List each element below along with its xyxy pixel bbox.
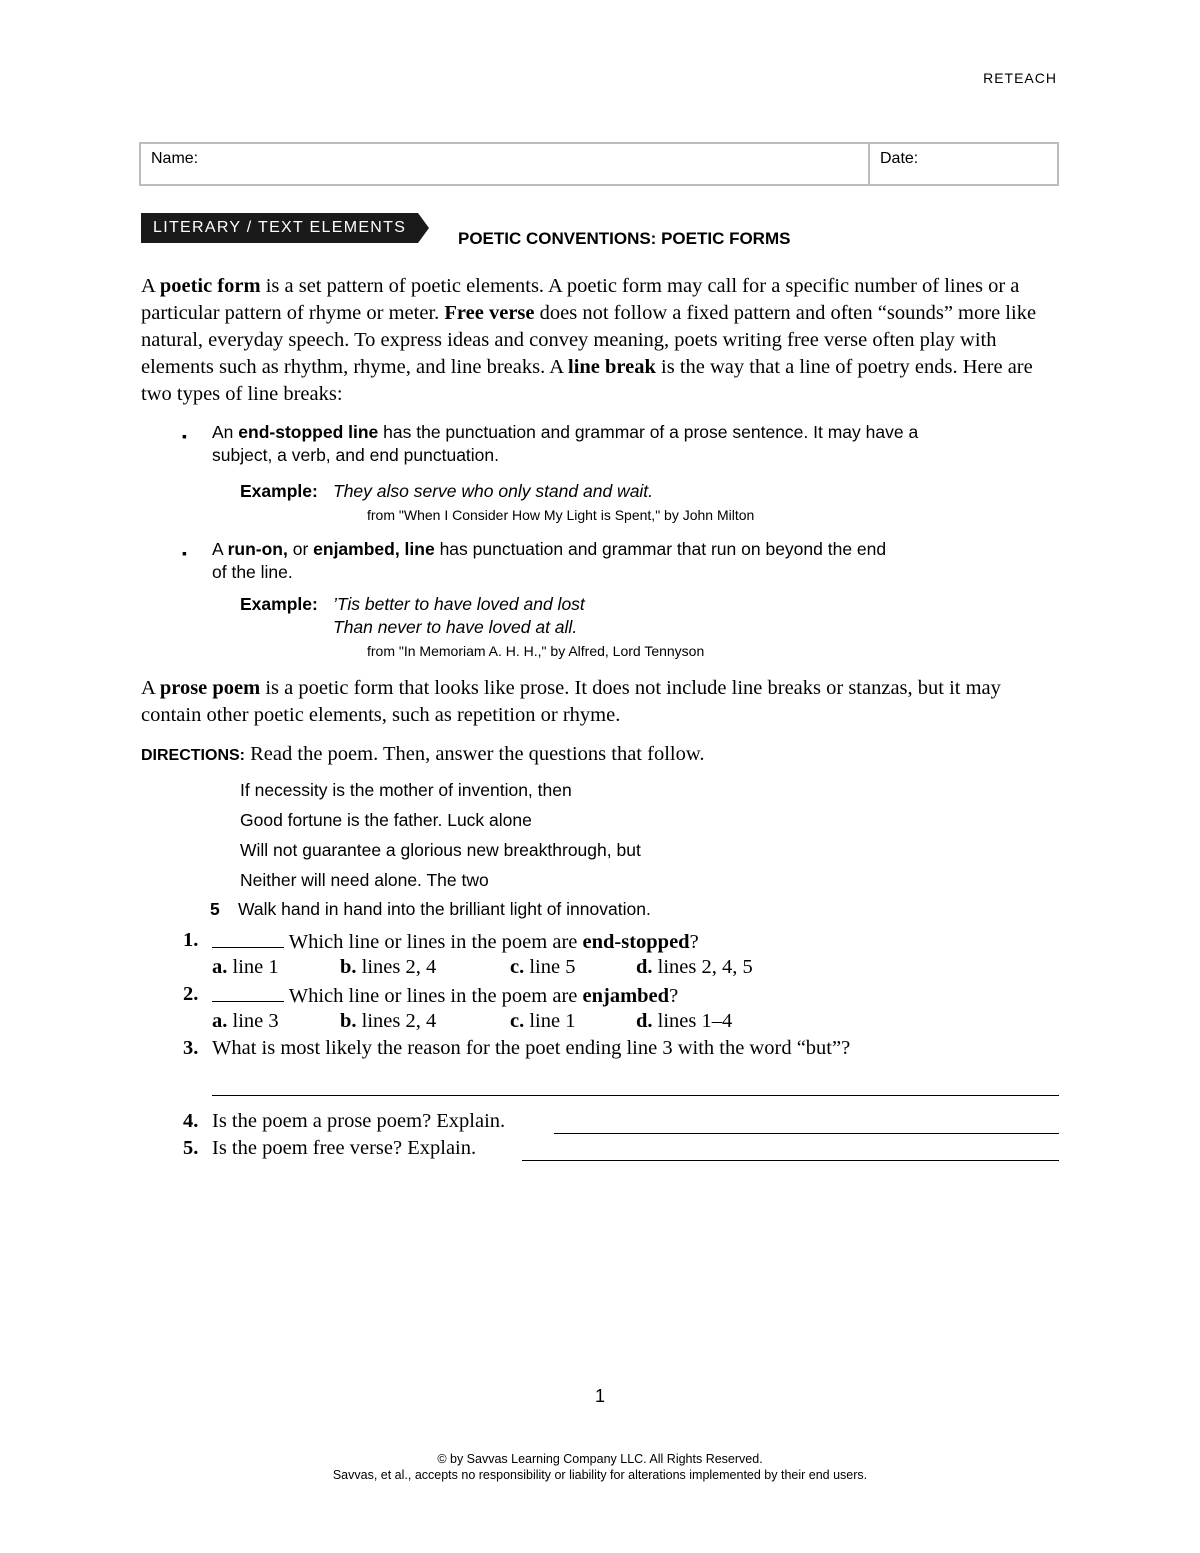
poem-line: Will not guarantee a glorious new breakthrough, but — [240, 840, 641, 860]
name-label: Name: — [151, 150, 199, 167]
example-line: ’Tis better to have loved and lost — [333, 594, 585, 614]
option-letter: b. — [340, 1010, 357, 1032]
name-date-box — [139, 142, 1059, 186]
option-letter: c. — [510, 956, 525, 978]
option[interactable] — [636, 1010, 732, 1033]
question-text: Which line or lines in the poem are — [284, 931, 583, 953]
question-4-text: Is the poem a prose poem? Explain. — [212, 1110, 506, 1132]
date-label: Date: — [880, 150, 919, 167]
poem-line: Walk hand in hand into the brilliant light of innovation. — [238, 899, 651, 919]
intro-text: A — [141, 275, 160, 297]
question-number: 1. — [183, 929, 199, 951]
option-letter: d. — [636, 1010, 653, 1032]
copyright: © by Savvas Learning Company LLC. All Rights Reserved. — [437, 1452, 763, 1466]
option[interactable] — [340, 1010, 436, 1033]
option-text: lines 2, 4 — [356, 1010, 437, 1032]
option[interactable] — [636, 956, 753, 979]
date-field[interactable] — [870, 144, 1057, 184]
question-keyword: enjambed — [582, 985, 670, 1007]
directions — [141, 743, 704, 766]
option-text: line 5 — [524, 956, 576, 978]
answer-line[interactable] — [554, 1133, 1059, 1134]
paragraph-text: A — [141, 677, 160, 699]
bullet-text: or — [287, 539, 314, 559]
bullet-icon: ▪ — [182, 545, 187, 561]
question-5-text: Is the poem free verse? Explain. — [212, 1137, 477, 1159]
bullet-text: An — [212, 422, 239, 442]
bullet-end-stopped — [212, 421, 918, 444]
intro-paragraph — [141, 273, 1061, 408]
poem-line-number: 5 — [210, 899, 220, 919]
bullet-enjambed — [212, 538, 886, 561]
example-label: Example: — [240, 481, 318, 501]
option-text: line 1 — [227, 956, 279, 978]
question-text: Which line or lines in the poem are — [284, 985, 583, 1007]
term-enjambed-line: enjambed, line — [313, 539, 435, 559]
poem-line: Neither will need alone. The two — [240, 870, 489, 890]
poem-line: Good fortune is the father. Luck alone — [240, 810, 532, 830]
option[interactable] — [212, 1010, 279, 1033]
answer-blank[interactable] — [212, 983, 284, 1002]
question-3-text: What is most likely the reason for the poet ending line 3 with the word “but”? — [212, 1037, 851, 1059]
bullet-text-line2: subject, a verb, and end punctuation. — [212, 445, 500, 465]
answer-line[interactable] — [212, 1095, 1059, 1096]
poem-line: If necessity is the mother of invention, then — [240, 780, 572, 800]
term-free-verse: Free verse — [444, 302, 535, 324]
category-label: LITERARY / TEXT ELEMENTS — [141, 213, 418, 243]
option-letter: a. — [212, 956, 228, 978]
bullet-text: has punctuation and grammar that run on beyond the end — [434, 539, 887, 559]
banner-arrow-icon — [418, 213, 429, 243]
term-prose-poem: prose poem — [159, 677, 261, 699]
intro-text: does not follow a fixed pattern and often “sounds” more like natural, everyday speech. To express ideas and convey meaning, poets writing free verse often play with elements such as rhythm, rhyme, and line breaks. A — [141, 302, 1037, 378]
option-letter: b. — [340, 956, 357, 978]
option-text: lines 2, 4 — [356, 956, 437, 978]
option-text: lines 1–4 — [652, 1010, 733, 1032]
option-text: line 3 — [227, 1010, 279, 1032]
option[interactable] — [340, 956, 436, 979]
question-2 — [212, 983, 678, 1008]
question-number: 4. — [183, 1110, 199, 1132]
section-title: POETIC CONVENTIONS: POETIC FORMS — [458, 229, 791, 248]
question-number: 5. — [183, 1137, 199, 1159]
option-text: line 1 — [524, 1010, 576, 1032]
category-banner — [141, 213, 429, 243]
option-text: lines 2, 4, 5 — [652, 956, 753, 978]
reteach-label: RETEACH — [983, 70, 1057, 86]
example-line: Than never to have loved at all. — [333, 617, 578, 637]
term-poetic-form: poetic form — [159, 275, 261, 297]
option-letter: c. — [510, 1010, 525, 1032]
option-letter: a. — [212, 1010, 228, 1032]
option[interactable] — [510, 956, 575, 979]
question-number: 3. — [183, 1037, 199, 1059]
page-number: 1 — [594, 1386, 605, 1406]
bullet-text: A — [212, 539, 228, 559]
term-line-break: line break — [568, 356, 656, 378]
citation: from "When I Consider How My Light is Spent," by John Milton — [367, 507, 755, 523]
question-text: ? — [689, 931, 699, 953]
term-run-on: run-on, — [227, 539, 288, 559]
question-text: ? — [669, 985, 679, 1007]
directions-label: DIRECTIONS: — [141, 747, 245, 764]
name-field[interactable] — [141, 144, 870, 184]
directions-text: Read the poem. Then, answer the questions that follow. — [245, 743, 705, 765]
bullet-text-line2: of the line. — [212, 562, 293, 582]
question-keyword: end-stopped — [582, 931, 690, 953]
example-label: Example: — [240, 594, 318, 614]
term-end-stopped-line: end-stopped line — [238, 422, 379, 442]
example-line: They also serve who only stand and wait. — [333, 481, 654, 501]
answer-line[interactable] — [522, 1160, 1059, 1161]
answer-blank[interactable] — [212, 929, 284, 948]
prose-poem-paragraph — [141, 675, 1061, 729]
option[interactable] — [510, 1010, 575, 1033]
intro-text: is the way that a line of poetry ends. Here are two types of line breaks: — [141, 356, 1033, 405]
paragraph-text: is a poetic form that looks like prose. It does not include line breaks or stanzas, but it may contain other poetic elements, such as repetition or rhyme. — [141, 677, 1001, 726]
option[interactable] — [212, 956, 279, 979]
question-1 — [212, 929, 699, 954]
bullet-icon: ▪ — [182, 428, 187, 444]
option-letter: d. — [636, 956, 653, 978]
intro-text: is a set pattern of poetic elements. A poetic form may call for a specific number of lines or a particular pattern of rhyme or meter. — [141, 275, 1020, 324]
citation: from "In Memoriam A. H. H.," by Alfred, Lord Tennyson — [367, 643, 705, 659]
question-number: 2. — [183, 983, 199, 1005]
disclaimer: Savvas, et al., accepts no responsibility or liability for alterations implemented by their end users. — [332, 1468, 868, 1482]
bullet-text: has the punctuation and grammar of a prose sentence. It may have a — [378, 422, 919, 442]
